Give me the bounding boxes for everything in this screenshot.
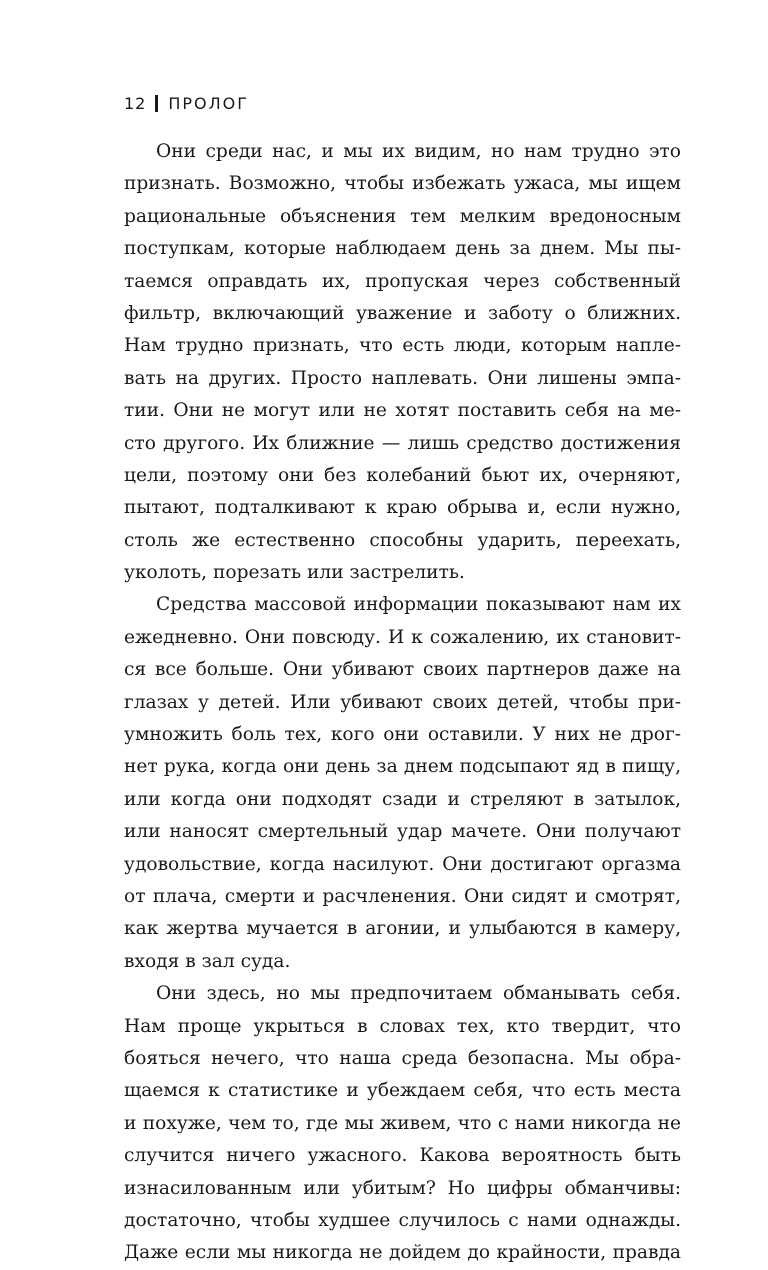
text-line: фильтр, включающий уважение и заботу о ближних. — [124, 302, 681, 324]
text-line: Даже если мы никогда не дойдем до крайности, правда — [124, 1242, 681, 1264]
text-line: или когда они подходят сзади и стреляют в затылок, — [124, 788, 681, 810]
text-line: изнасилованным или убитым? Но цифры обманчивы: — [124, 1177, 681, 1199]
text-line: Нам трудно признать, что есть люди, которым напле- — [124, 335, 681, 357]
text-line: бояться нечего, что наша среда безопасна. Мы обра- — [124, 1047, 681, 1069]
text-line: умножить боль тех, кого они оставили. У них не дрог- — [124, 724, 681, 746]
text-line: столь же естественно способны ударить, переехать, — [124, 529, 681, 551]
text-line: входя в зал суда. — [124, 950, 291, 972]
section-title: ПРОЛОГ — [168, 93, 250, 113]
running-head — [124, 92, 249, 114]
text-line: Средства массовой информации показывают нам их — [156, 594, 681, 616]
text-line: таемся оправдать их, пропуская через собственный — [124, 270, 681, 292]
text-line: и похуже, чем то, где мы живем, что с нами никогда не — [124, 1112, 681, 1134]
text-line: удовольствие, когда насилуют. Они достигают оргазма — [124, 853, 681, 875]
text-line: достаточно, чтобы худшее случилось с нами однажды. — [124, 1209, 681, 1231]
text-line: цели, поэтому они без колебаний бьют их, очерняют, — [124, 464, 681, 486]
text-line: щаемся к статистике и убеждаем себя, что есть места — [124, 1080, 681, 1102]
text-line: признать. Возможно, чтобы избежать ужаса, мы ищем — [124, 173, 681, 195]
text-line: Нам проще укрыться в словах тех, кто твердит, что — [124, 1015, 681, 1037]
text-line: поступкам, которые наблюдаем день за днем. Мы пы- — [124, 238, 681, 260]
text-line: уколоть, порезать или застрелить. — [124, 562, 465, 584]
text-line: от плача, смерти и расчленения. Они сидят и смотрят, — [124, 885, 681, 907]
header-divider — [155, 95, 158, 112]
text-line: рациональные объяснения тем мелким вредоносным — [124, 205, 681, 227]
text-line: сто другого. Их ближние — лишь средство достижения — [124, 432, 681, 454]
text-line: ся все больше. Они убивают своих партнеров даже на — [124, 659, 681, 681]
text-line: как жертва мучается в агонии, и улыбаются в камеру, — [124, 918, 681, 940]
text-line: вать на других. Просто наплевать. Они лишены эмпа- — [124, 367, 681, 389]
body-text — [124, 136, 681, 1270]
text-line: случится ничего ужасного. Какова вероятность быть — [124, 1145, 681, 1167]
text-line: тии. Они не могут или не хотят поставить себя на ме- — [124, 400, 681, 422]
text-line: пытают, подталкивают к краю обрыва и, если нужно, — [124, 497, 681, 519]
text-line: Они здесь, но мы предпочитаем обманывать себя. — [156, 983, 681, 1005]
text-line: глазах у детей. Или убивают своих детей, чтобы при- — [124, 691, 681, 713]
text-line: Они среди нас, и мы их видим, но нам трудно это — [156, 141, 681, 162]
text-line: ежедневно. Они повсюду. И к сожалению, их становит- — [124, 626, 681, 648]
text-line: или наносят смертельный удар мачете. Они получают — [124, 821, 681, 843]
text-line: нет рука, когда они день за днем подсыпают яд в пищу, — [124, 756, 681, 778]
page-number: 12 — [124, 93, 147, 113]
